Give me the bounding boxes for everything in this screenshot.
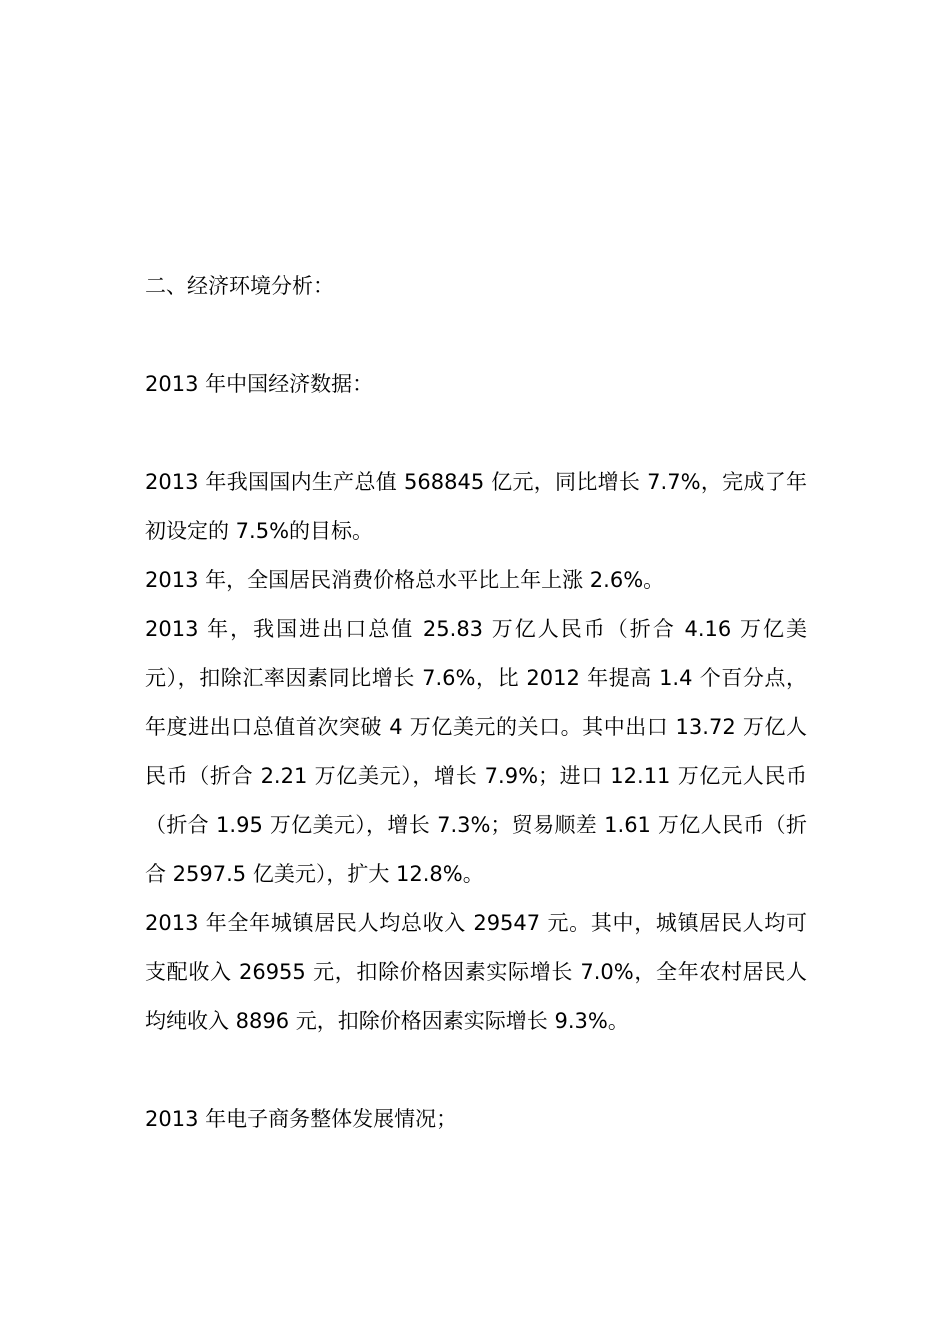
blank-line [145,311,807,360]
paragraph-gdp: 2013 年我国国内生产总值 568845 亿元，同比增长 7.7%，完成了年初设定的 7.5%的目标。 [145,470,807,543]
subheading-economy-data: 2013 年中国经济数据： [145,372,374,396]
blank-line [145,1046,807,1095]
section-heading: 二、经济环境分析： [145,274,334,298]
subheading-ecommerce: 2013 年电子商务整体发展情况； [145,1107,458,1131]
blank-line [145,409,807,458]
paragraph-cpi: 2013 年，全国居民消费价格总水平比上年上涨 2.6%。 [145,568,665,592]
paragraph-trade: 2013 年，我国进出口总值 25.83 万亿人民币（折合 4.16 万亿美元），扣除汇率因素同比增长 7.6%，比 2012 年提高 1.4 个百分点，年度进出口总值首次突破 4 万亿美元的关口。其中出口 13.72 万亿人民币（折合 2.21 万亿美元），增长 7.9%；进口 12.11 万亿元人民币（折合 1.95 万亿美元），增长 7.3%；贸易顺差 1.61 万亿人民币（折合 2597.5 亿美元），扩大 12.8%。 [145,617,807,886]
document-body [145,262,807,1144]
paragraph-income: 2013 年全年城镇居民人均总收入 29547 元。其中，城镇居民人均可支配收入 26955 元，扣除价格因素实际增长 7.0%，全年农村居民人均纯收入 8896 元，扣除价格因素实际增长 9.3%。 [145,911,807,1033]
